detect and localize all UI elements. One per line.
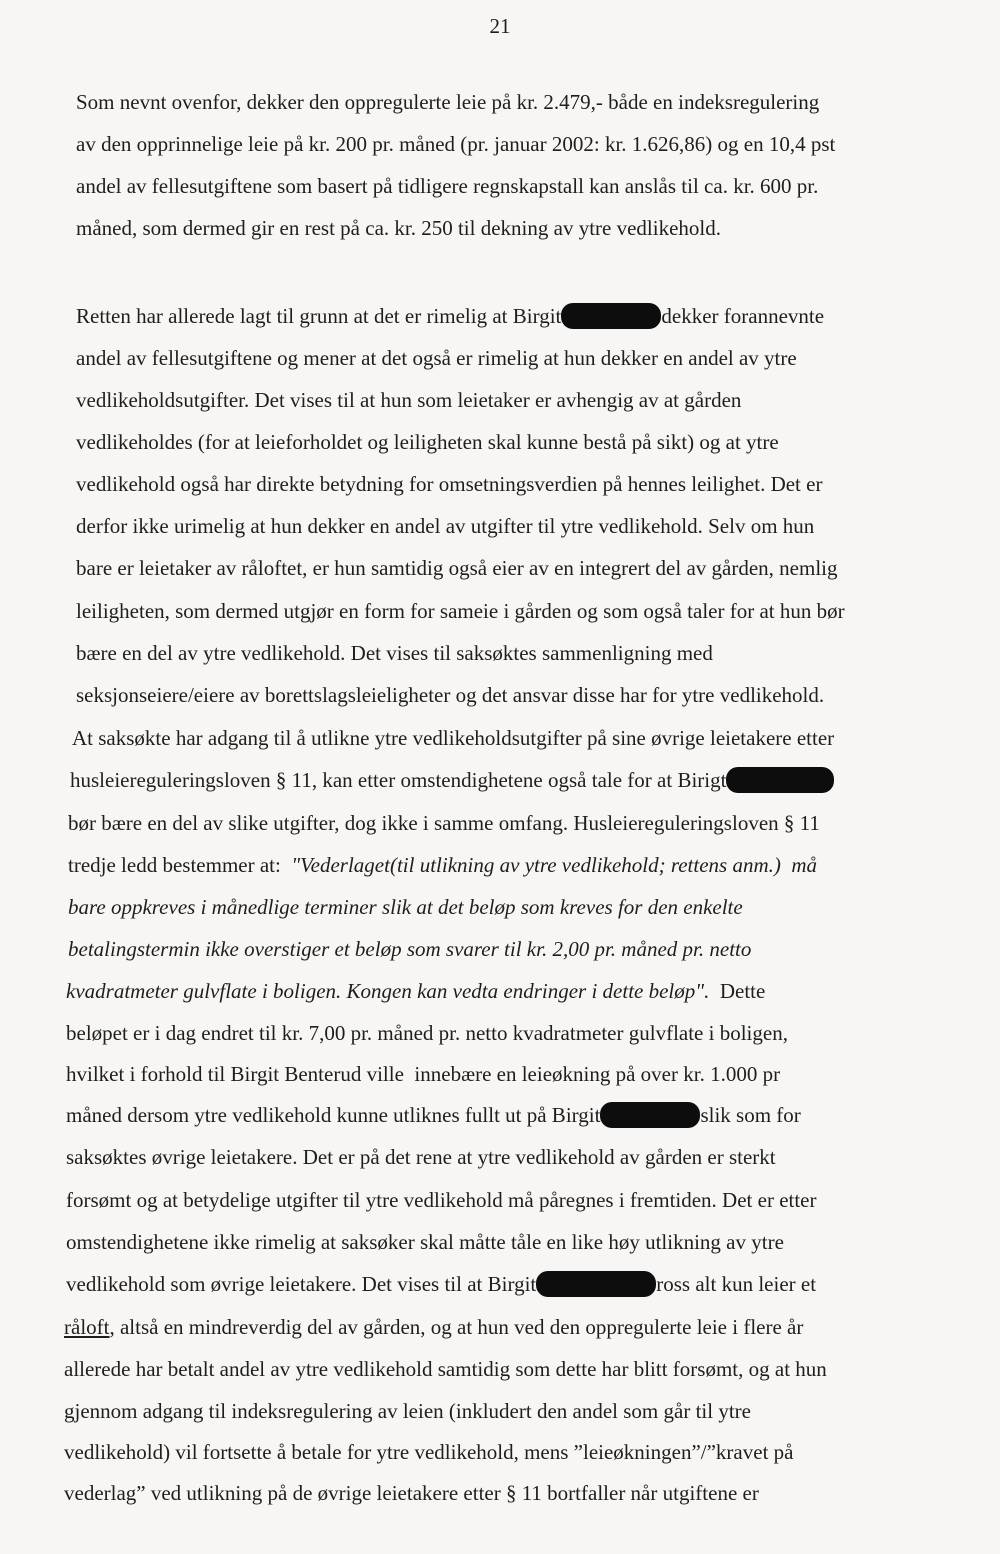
paragraph-1-line [76, 214, 721, 242]
quoted-law-line [68, 893, 743, 921]
paragraph-1-line [76, 172, 818, 200]
paragraph-2-line [76, 639, 713, 667]
text-segment: ross alt kun leier et [656, 1272, 817, 1296]
quoted-law-line [68, 935, 751, 963]
text-line: andel av fellesutgiftene og mener at det også er rimelig at hun dekker en andel av ytre [76, 346, 797, 370]
paragraph-2-line [64, 1438, 793, 1466]
text-segment: måned dersom ytre vedlikehold kunne utliknes fullt ut på Birgit [66, 1103, 601, 1127]
text-line: allerede har betalt andel av ytre vedlikehold samtidig som dette har blitt forsømt, og at hun [64, 1357, 827, 1381]
text-line: bære en del av ytre vedlikehold. Det vises til saksøktes sammenligning med [76, 641, 713, 665]
text-line: andel av fellesutgiftene som basert på tidligere regnskapstall kan anslås til ca. kr. 600 pr. [76, 174, 819, 198]
text-line: bør bære en del av slike utgifter, dog ikke i samme omfang. Husleiereguleringsloven § 11 [68, 811, 820, 835]
redaction-mark [536, 1271, 656, 1297]
text-segment: Dette [709, 979, 766, 1003]
text-line: vedlikeholdsutgifter. Det vises til at hun som leietaker er avhengig av at gården [76, 388, 742, 412]
text-line: betalingstermin ikke overstiger et beløp som svarer til kr. 2,00 pr. måned pr. netto [68, 937, 752, 961]
text-line: beløpet er i dag endret til kr. 7,00 pr. måned pr. netto kvadratmeter gulvflate i boligen, [66, 1021, 788, 1045]
paragraph-2-line [68, 851, 817, 879]
text-line: av den opprinnelige leie på kr. 200 pr. måned (pr. januar 2002: kr. 1.626,86) og en 10,4 pst [76, 132, 836, 156]
paragraph-2-line [76, 386, 741, 414]
text-line: derfor ikke urimelig at hun dekker en andel av utgifter til ytre vedlikehold. Selv om hun [76, 514, 815, 538]
redaction-mark [600, 1102, 700, 1128]
text-segment: slik som for [700, 1103, 801, 1127]
text-line: vederlag” ved utlikning på de øvrige leietakere etter § 11 bortfaller når utgiftene er [64, 1481, 759, 1505]
paragraph-2-line [72, 724, 834, 752]
text-segment: Retten har allerede lagt til grunn at det er rimelig at Birgit [76, 304, 562, 328]
paragraph-2-line [66, 1270, 816, 1298]
text-line: vedlikehold også har direkte betydning for omsetningsverdien på hennes leilighet. Det er [76, 472, 823, 496]
paragraph-1-line [76, 88, 819, 116]
text-segment: tredje ledd bestemmer at: [68, 853, 292, 877]
paragraph-2-line [64, 1313, 803, 1341]
paragraph-2-line [76, 597, 845, 625]
paragraph-2-line [66, 1186, 817, 1214]
paragraph-2-line [76, 554, 838, 582]
paragraph-2-line [76, 428, 779, 456]
paragraph-2-line [70, 766, 834, 794]
text-line: måned, som dermed gir en rest på ca. kr. 250 til dekning av ytre vedlikehold. [76, 216, 721, 240]
text-line: bare er leietaker av råloftet, er hun samtidig også eier av en integrert del av gården, nemlig [76, 556, 838, 580]
text-line: At saksøkte har adgang til å utlikne ytre vedlikeholdsutgifter på sine øvrige leietakere etter [72, 726, 835, 750]
text-segment: vedlikehold som øvrige leietakere. Det vises til at Birgit [66, 1272, 537, 1296]
text-line: forsømt og at betydelige utgifter til ytre vedlikehold må påregnes i fremtiden. Det er etter [66, 1188, 817, 1212]
paragraph-2-line [66, 1228, 784, 1256]
text-line: leiligheten, som dermed utgjør en form for sameie i gården og som også taler for at hun bør [76, 599, 845, 623]
paragraph-2-line [64, 1397, 751, 1425]
paragraph-2-line [76, 681, 824, 709]
paragraph-1-line [76, 130, 835, 158]
paragraph-2-line [64, 1479, 759, 1507]
paragraph-2-line [66, 1060, 780, 1088]
text-line: vedlikeholdes (for at leieforholdet og leiligheten skal kunne bestå på sikt) og at ytre [76, 430, 779, 454]
page-number: 21 [489, 14, 511, 38]
text-line: Som nevnt ovenfor, dekker den oppregulerte leie på kr. 2.479,- både en indeksregulering [76, 90, 820, 114]
paragraph-2-line [66, 1019, 788, 1047]
quoted-law-text: "Vederlaget(til utlikning av ytre vedlikehold; rettens anm.) må [291, 853, 818, 877]
text-line: omstendighetene ikke rimelig at saksøker skal måtte tåle en like høy utlikning av ytre [66, 1230, 784, 1254]
paragraph-2-line [68, 809, 820, 837]
paragraph-2-line [64, 1355, 827, 1383]
quoted-law-text: kvadratmeter gulvflate i boligen. Kongen kan vedta endringer i dette beløp". [66, 979, 710, 1003]
text-line: gjennom adgang til indeksregulering av leien (inkludert den andel som går til ytre [64, 1399, 751, 1423]
text-segment: , altså en mindreverdig del av gården, og at hun ved den oppregulerte leie i flere år [109, 1315, 804, 1339]
redaction-mark [726, 767, 834, 793]
text-line: bare oppkreves i månedlige terminer slik at det beløp som kreves for den enkelte [68, 895, 743, 919]
paragraph-2-line [76, 344, 797, 372]
text-line: seksjonseiere/eiere av borettslagsleieligheter og det ansvar disse har for ytre vedlikehold. [76, 683, 825, 707]
paragraph-2-line [66, 1143, 776, 1171]
text-segment: husleiereguleringsloven § 11, kan etter omstendighetene også tale for at Birigt [70, 768, 727, 792]
paragraph-2-line [66, 1101, 801, 1129]
underlined-term: råloft [64, 1315, 110, 1339]
paragraph-2-line [76, 512, 814, 540]
redaction-mark [561, 303, 661, 329]
text-line: hvilket i forhold til Birgit Benterud ville innebære en leieøkning på over kr. 1.000 pr [66, 1062, 781, 1086]
text-segment: dekker forannevnte [661, 304, 825, 328]
paragraph-2-line [76, 470, 822, 498]
paragraph-2-line [76, 302, 824, 330]
text-line: vedlikehold) vil fortsette å betale for ytre vedlikehold, mens ”leieøkningen”/”kravet på [64, 1440, 794, 1464]
paragraph-2-line [66, 977, 765, 1005]
text-line: saksøktes øvrige leietakere. Det er på det rene at ytre vedlikehold av gården er sterkt [66, 1145, 776, 1169]
